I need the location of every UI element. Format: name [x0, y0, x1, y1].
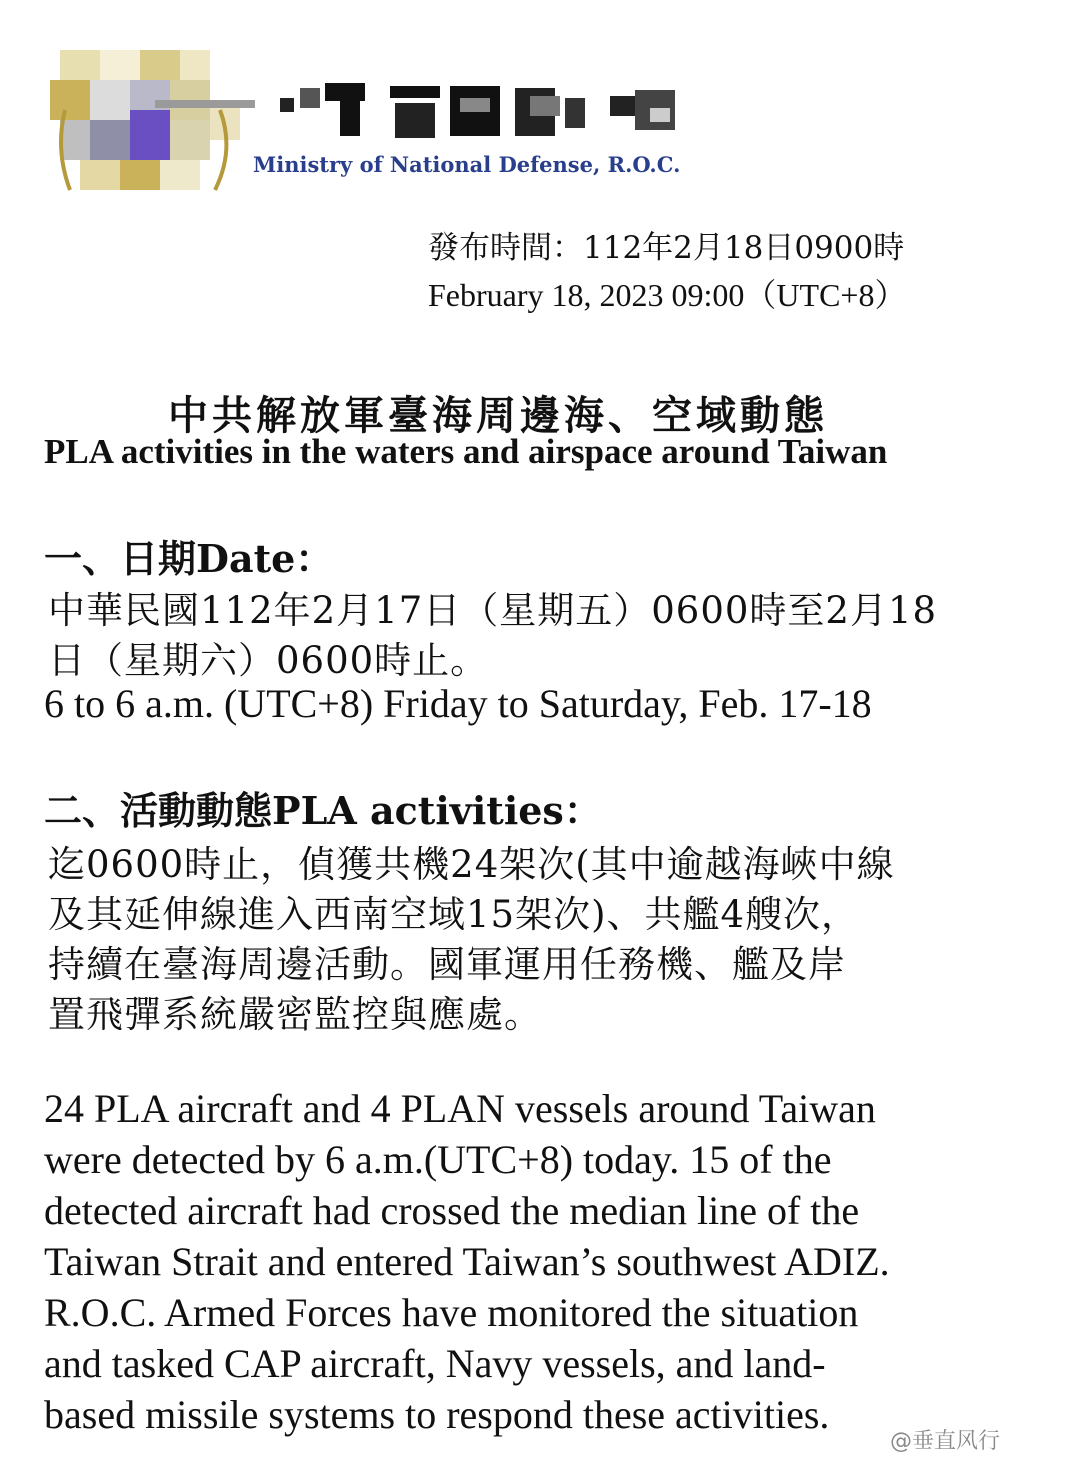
activities-zh-line: 置飛彈系統嚴密監控與應處。 [48, 993, 542, 1036]
section-date-heading: 一、日期Date： [44, 536, 334, 581]
activities-en-line: Taiwan Strait and entered Taiwan’s southwest ADIZ. [44, 1239, 890, 1284]
date-zh-line: 中華民國112年2月17日（星期五）0600時至2月18 [48, 589, 938, 632]
activities-en-line: detected aircraft had crossed the median line of the [44, 1188, 860, 1233]
activities-en-line: based missile systems to respond these activities. [44, 1392, 830, 1437]
activities-zh-line: 及其延伸線進入西南空域15架次)、共艦4艘次， [48, 893, 860, 936]
activities-en-line: and tasked CAP aircraft, Navy vessels, and land- [44, 1341, 826, 1386]
activities-zh-line: 迄0600時止，偵獲共機24架次(其中逾越海峽中線 [48, 843, 895, 886]
ministry-emblem [40, 40, 260, 210]
document-title-zh: 中共解放軍臺海周邊海、空域動態 [168, 392, 828, 439]
activities-en-line: 24 PLA aircraft and 4 PLAN vessels around Taiwan [44, 1086, 876, 1131]
activities-en-line: R.O.C. Armed Forces have monitored the situation [44, 1290, 859, 1335]
document-title-en: PLA activities in the waters and airspace around Taiwan [44, 432, 888, 471]
ministry-title-pixelated [270, 78, 690, 146]
release-time-zh: 發布時間：112年2月18日0900時 [428, 230, 905, 266]
activities-zh-line: 持續在臺海周邊活動。國軍運用任務機、艦及岸 [48, 943, 846, 986]
ministry-name-en: Ministry of National Defense, R.O.C. [253, 152, 681, 177]
date-en-line: 6 to 6 a.m. (UTC+8) Friday to Saturday, Feb. 17-18 [44, 681, 872, 726]
weibo-watermark: @垂直风行 [890, 1429, 1001, 1454]
release-time-en: February 18, 2023 09:00（UTC+8） [428, 277, 907, 313]
activities-en-line: were detected by 6 a.m.(UTC+8) today. 15 of the [44, 1137, 832, 1182]
section-activities-heading: 二、活動動態PLA activities： [44, 788, 602, 833]
date-zh-line: 日（星期六）0600時止。 [48, 639, 489, 682]
